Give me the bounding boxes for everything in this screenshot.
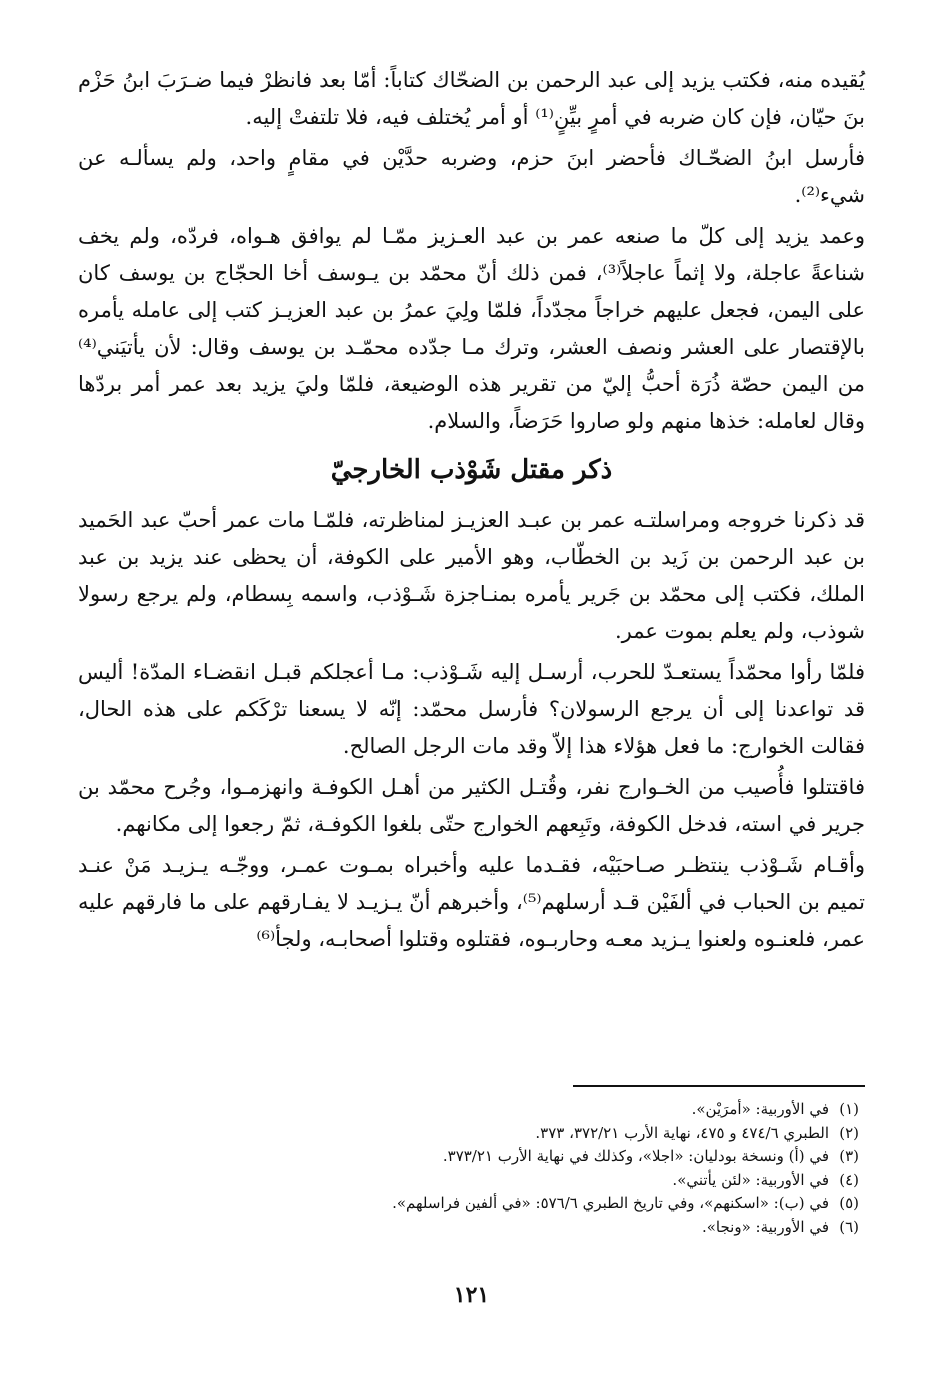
section-heading: ذكر مقتل شَوْذب الخارجيّ: [330, 455, 613, 485]
main-text: [78, 62, 865, 958]
paragraph: وعمد يزيد إلى كلّ ما صنعه عمر بن عبد العـزيز ممّـا لم يوافق هـواه، فردّه، ولم يخف شناعةً عاجلة، ولا إثماً عاجلاً⁽³⁾، فمن ذلك أنّ محمّد بن يـوسف أخا الحجّاج بن يوسف كان على اليمن، فجعل عليهم خراجاً مجدّداً، فلمّا ولِيَ عمرُ بن عبد العزيـز كتب إلى عامله يأمره بالإقتصار على العشر ونصف العشر، وترك مـا جدّده محمّـد بن يوسف وقال: لأن يأتيَني⁽⁴⁾ من اليمن حصّة ذُرَة أحبُّ إليّ من تقرير هذه الوضيعة، فلمّا وليَ يزيد بعد عمر أمر بردّها وقال لعامله: خذها منهم ولو صاروا حَرَضاً، والسلام.: [78, 224, 865, 433]
paragraph: قد ذكرنا خروجه ومراسلتـه عمر بن عبـد العزيـز لمناظرته، فلمّـا مات عمر أحبّ عبد الحَميد بن عبد الرحمن بن زَيد بن الخطّاب، وهو الأمير على الكوفة، أن يحظى عند يزيد بن عبد الملك، فكتب إلى محمّد بن جَرير يأمره بمنـاجزة شَـوْذب، واسمه بِسطام، ولم يرجع رسولا شوذب، ولم يعلم بموت عمر.: [78, 508, 865, 643]
footnote-text: في الأوربية: «أمرَيْن».: [691, 1100, 829, 1118]
footnote-number: (٤): [839, 1170, 859, 1189]
footnote-number: (٢): [839, 1123, 859, 1142]
footnote-text: في (ب): «اسكنهم»، وفي تاريخ الطبري ٥٧٦/٦: «في ألفين فراسلهم».: [392, 1194, 829, 1212]
footnote: [90, 1216, 859, 1240]
footnote: [90, 1098, 859, 1122]
paragraph: فأرسل ابنُ الضحّـاك فأحضر ابنَ حزم، وضربه حدَّيْن في مقامٍ واحد، ولم يسألـه عن شيء⁽²⁾.: [78, 146, 865, 207]
footnote: [90, 1145, 859, 1169]
footnote-number: (٥): [839, 1194, 859, 1212]
footnote-text: في الأوربية: «ونجا».: [701, 1217, 829, 1236]
paragraph: فاقتتلوا فأُصيب من الخـوارج نفر، وقُتـل الكثير من أهـل الكوفـة وانهزمـوا، وجُرح محمّد بن جرير في استه، فدخل الكوفة، وتَبِعهم الخوارج حتّى بلغوا الكوفـة، ثمّ رجعوا إلى مكانهم.: [78, 775, 865, 836]
footnotes: [90, 1098, 859, 1239]
footnote: [90, 1192, 859, 1216]
page-number: ١٢١: [453, 1282, 490, 1308]
footnote-text: الطبري ٤٧٤/٦ و ٤٧٥، نهاية الأرب ٣٧٢/٢١، ٣٧٣.: [535, 1123, 829, 1142]
footnote: [90, 1169, 859, 1193]
footnote-divider: [573, 1085, 865, 1087]
footnote-text: في الأوربية: «لئن يأتني».: [672, 1170, 829, 1189]
paragraph: فلمّا رأوا محمّداً يستعـدّ للحرب، أرسـل إليه شَـوْذب: مـا أعجلكم قبـل انقضـاء المدّة! أليس قد تواعدنا إلى أن يرجع الرسولان؟ فأرسل محمّد: إنّه لا يسعنا ترْكَكم على هذه الحال، فقالت الخوارج: ما فعل هؤلاء هذا إلاّ وقد مات الرجل الصالح.: [78, 660, 865, 758]
footnote: [90, 1122, 859, 1146]
footnote-number: (٦): [839, 1217, 859, 1236]
paragraph: يُقيده منه، فكتب يزيد إلى عبد الرحمن بن الضحّاك كتاباً: أمّا بعد فانظرْ فيما ضـرَبَ ابنُ حَزْم بنَ حيّان، فإن كان ضربه في أمرٍ بيِّنٍ⁽¹⁾ أو أمر يُختلف فيه، فلا تلتفتْ إليه.: [78, 68, 865, 129]
paragraph: وأقـام شَـوْذب ينتظـر صـاحبَيْه، فقـدما عليه وأخبراه بمـوت عمـر، ووجّـه يـزيـد مَنْ عنـد تميم بن الحباب في ألفَيْن قـد أرسلهم⁽⁵⁾، وأخبرهم أنّ يـزيـد لا يفـارقهم على ما فارقهم عليه عمر، فلعنـوه ولعنوا يـزيد معـه وحاربـوه، فقتلوه وقتلوا أصحابـه، ولجأ⁽⁶⁾: [78, 853, 866, 951]
footnote-text: في (أ) ونسخة بودليان: «اجلا»، وكذلك في نهاية الأرب ٣٧٣/٢١.: [442, 1147, 829, 1165]
footnote-number: (٣): [839, 1147, 859, 1165]
footnote-number: (١): [839, 1100, 859, 1118]
